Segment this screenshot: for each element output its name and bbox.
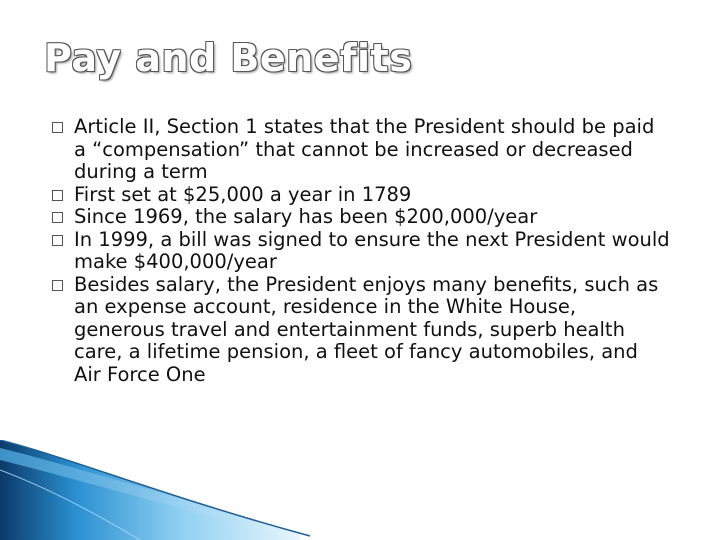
slide-title: Pay and Benefits [44, 36, 413, 80]
bullet-text: Article II, Section 1 states that the President should be paid a “compensation” that cannot be increased or decreased during a term [74, 115, 655, 183]
bullet-text: Besides salary, the President enjoys many benefits, such as an expense account, residence in the White House, generous travel and entertainment funds, superb health care, a lifetime pension, a fleet of fancy automobiles, and Air Force One [74, 272, 659, 386]
bullet-item [50, 206, 670, 229]
square-bullet-icon [52, 122, 63, 133]
square-bullet-icon [52, 190, 63, 201]
square-bullet-icon [52, 280, 63, 291]
square-bullet-icon [52, 235, 63, 246]
bullet-item [50, 274, 670, 387]
bullet-text: In 1999, a bill was signed to ensure the next President would make $400,000/year [74, 227, 670, 273]
bullet-list [50, 116, 670, 386]
bullet-item [50, 116, 670, 184]
bullet-text: First set at $25,000 a year in 1789 [74, 182, 412, 206]
bullet-item [50, 184, 670, 207]
bullet-item [50, 229, 670, 274]
decorative-wave [0, 440, 720, 540]
bullet-text: Since 1969, the salary has been $200,000/year [74, 205, 538, 228]
square-bullet-icon [52, 212, 63, 223]
